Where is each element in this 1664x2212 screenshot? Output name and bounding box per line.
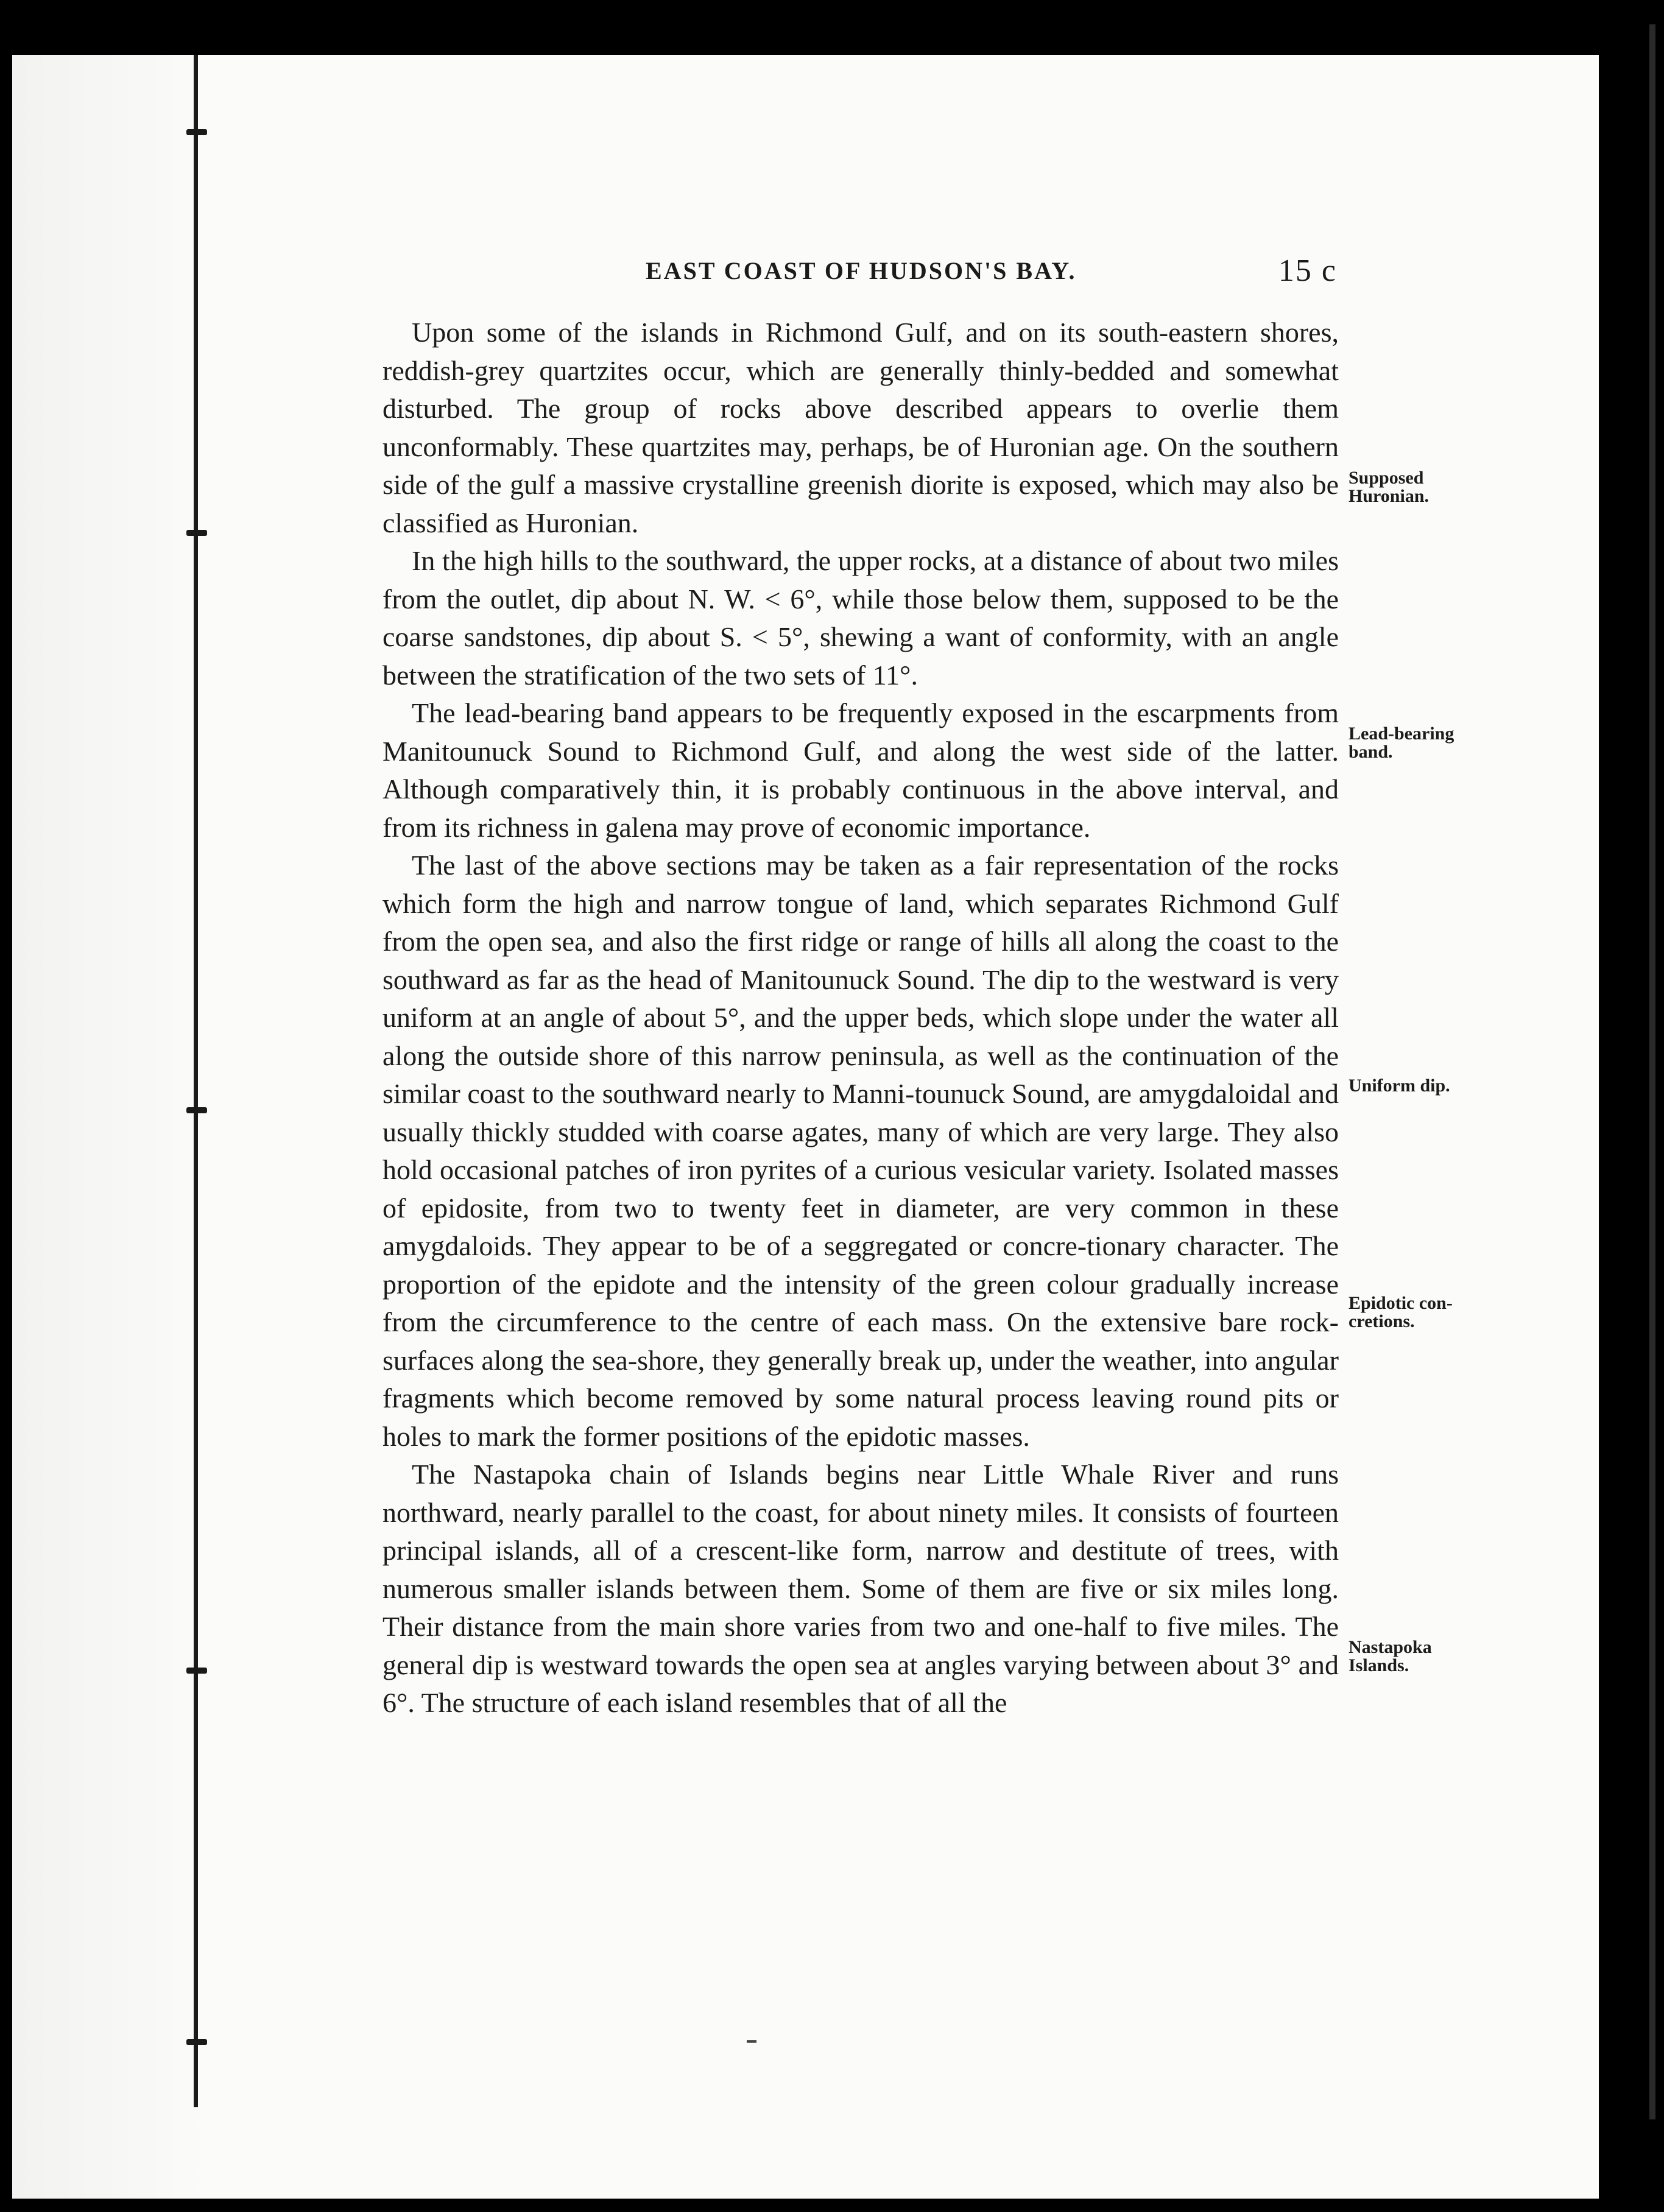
sidenote-uniform-dip xyxy=(1348,1077,1501,1095)
page-number: 15 c xyxy=(1278,253,1337,288)
binding-mark xyxy=(186,1107,207,1113)
paragraph: Upon some of the islands in Richmond Gulf, and on its south-eastern shores, reddish-grey quartzites occur, which are generally thinly-bedded and somewhat disturbed. The group of rocks above described appears to overlie them unconformably. These quartzites may, perhaps, be of Huronian age. On the southern side of the gulf a massive crystalline greenish diorite is exposed, which may also be classified as Huronian. xyxy=(383,317,1339,538)
paragraph: The Nastapoka chain of Islands begins near Little Whale River and runs northward, nearly parallel to the coast, for about ninety miles. It consists of fourteen principal islands, all of a crescent-like form, narrow and destitute of trees, with numerous smaller islands between them. Some of them are five or six miles long. Their distance from the main shore varies from two and one-half to five miles. The general dip is westward towards the open sea at angles varying between about 3° and 6°. The structure of each island resembles that of all the xyxy=(383,1459,1339,1718)
sidenote-line: Epidotic con- xyxy=(1348,1293,1453,1313)
sidenote-line: Huronian. xyxy=(1348,486,1429,506)
binding-mark xyxy=(186,129,207,135)
sidenote-line: Lead-bearing xyxy=(1348,724,1454,744)
binding-mark xyxy=(186,530,207,536)
sidenote-line: Islands. xyxy=(1348,1655,1409,1675)
footer-mark xyxy=(747,2040,756,2043)
paragraph: In the high hills to the southward, the upper rocks, at a distance of about two miles from the outlet, dip about N. W. < 6°, while those below them, supposed to be the coarse sandstones, dip about S. < 5°, shewing a want of conformity, with an angle between the stratification of the two sets of 11°. xyxy=(383,545,1339,691)
paragraph: The last of the above sections may be taken as a fair representation of the rocks which form the high and narrow tongue of land, which separates Richmond Gulf from the open sea, and also the first ridge or range of hills all along the coast to the southward as far as the head of Manitounuck Sound. The dip to the westward is very uniform at an angle of about 5°, and the upper beds, which slope under the water all along the outside shore of this narrow peninsula, as well as the continuation of the similar coast to the southward nearly to Manni-tounuck Sound, are amygdaloidal and usually thickly studded with coarse agates, many of which are very large. They also hold occasional patches of iron pyrites of a curious vesicular variety. Isolated masses of epidosite, from two to twenty feet in diameter, are very common in these amygdaloids. They appear to be of a seggregated or concre-tionary character. The proportion of the epidote and the intensity of the green colour gradually increase from the circumference to the centre of each mass. On the extensive bare rock-surfaces along the sea-shore, they generally break up, under the weather, into angular fragments which become removed by some natural process leaving round pits or holes to mark the former positions of the epidotic masses. xyxy=(383,850,1339,1452)
sidenote-lead-bearing-band xyxy=(1348,725,1501,761)
sidenote-line: Uniform dip. xyxy=(1348,1076,1450,1096)
body-text xyxy=(383,314,1339,1722)
running-header xyxy=(384,253,1337,289)
binding-mark xyxy=(186,1668,207,1674)
sidenote-supposed-huronian xyxy=(1348,469,1501,505)
sidenote-line: band. xyxy=(1348,742,1393,762)
sidenote-line: Supposed xyxy=(1348,468,1424,488)
paragraph: The lead-bearing band appears to be frequently exposed in the escarpments from Manitounuck Sound to Richmond Gulf, and along the west side of the latter. Although comparatively thin, it is probably continuous in the above interval, and from its richness in galena may prove of economic importance. xyxy=(383,697,1339,843)
gutter-shadow xyxy=(12,55,207,2199)
running-title: EAST COAST OF HUDSON'S BAY. xyxy=(646,257,1077,284)
sidenote-epidotic-concretions xyxy=(1348,1294,1501,1331)
sidenote-line: cretions. xyxy=(1348,1311,1415,1331)
binding-mark xyxy=(186,2039,207,2045)
page-edge-shadow xyxy=(1649,24,1655,2119)
sidenote-line: Nastapoka xyxy=(1348,1637,1432,1657)
binding-stitch-line xyxy=(194,55,198,2107)
sidenote-nastapoka-islands xyxy=(1348,1638,1501,1675)
